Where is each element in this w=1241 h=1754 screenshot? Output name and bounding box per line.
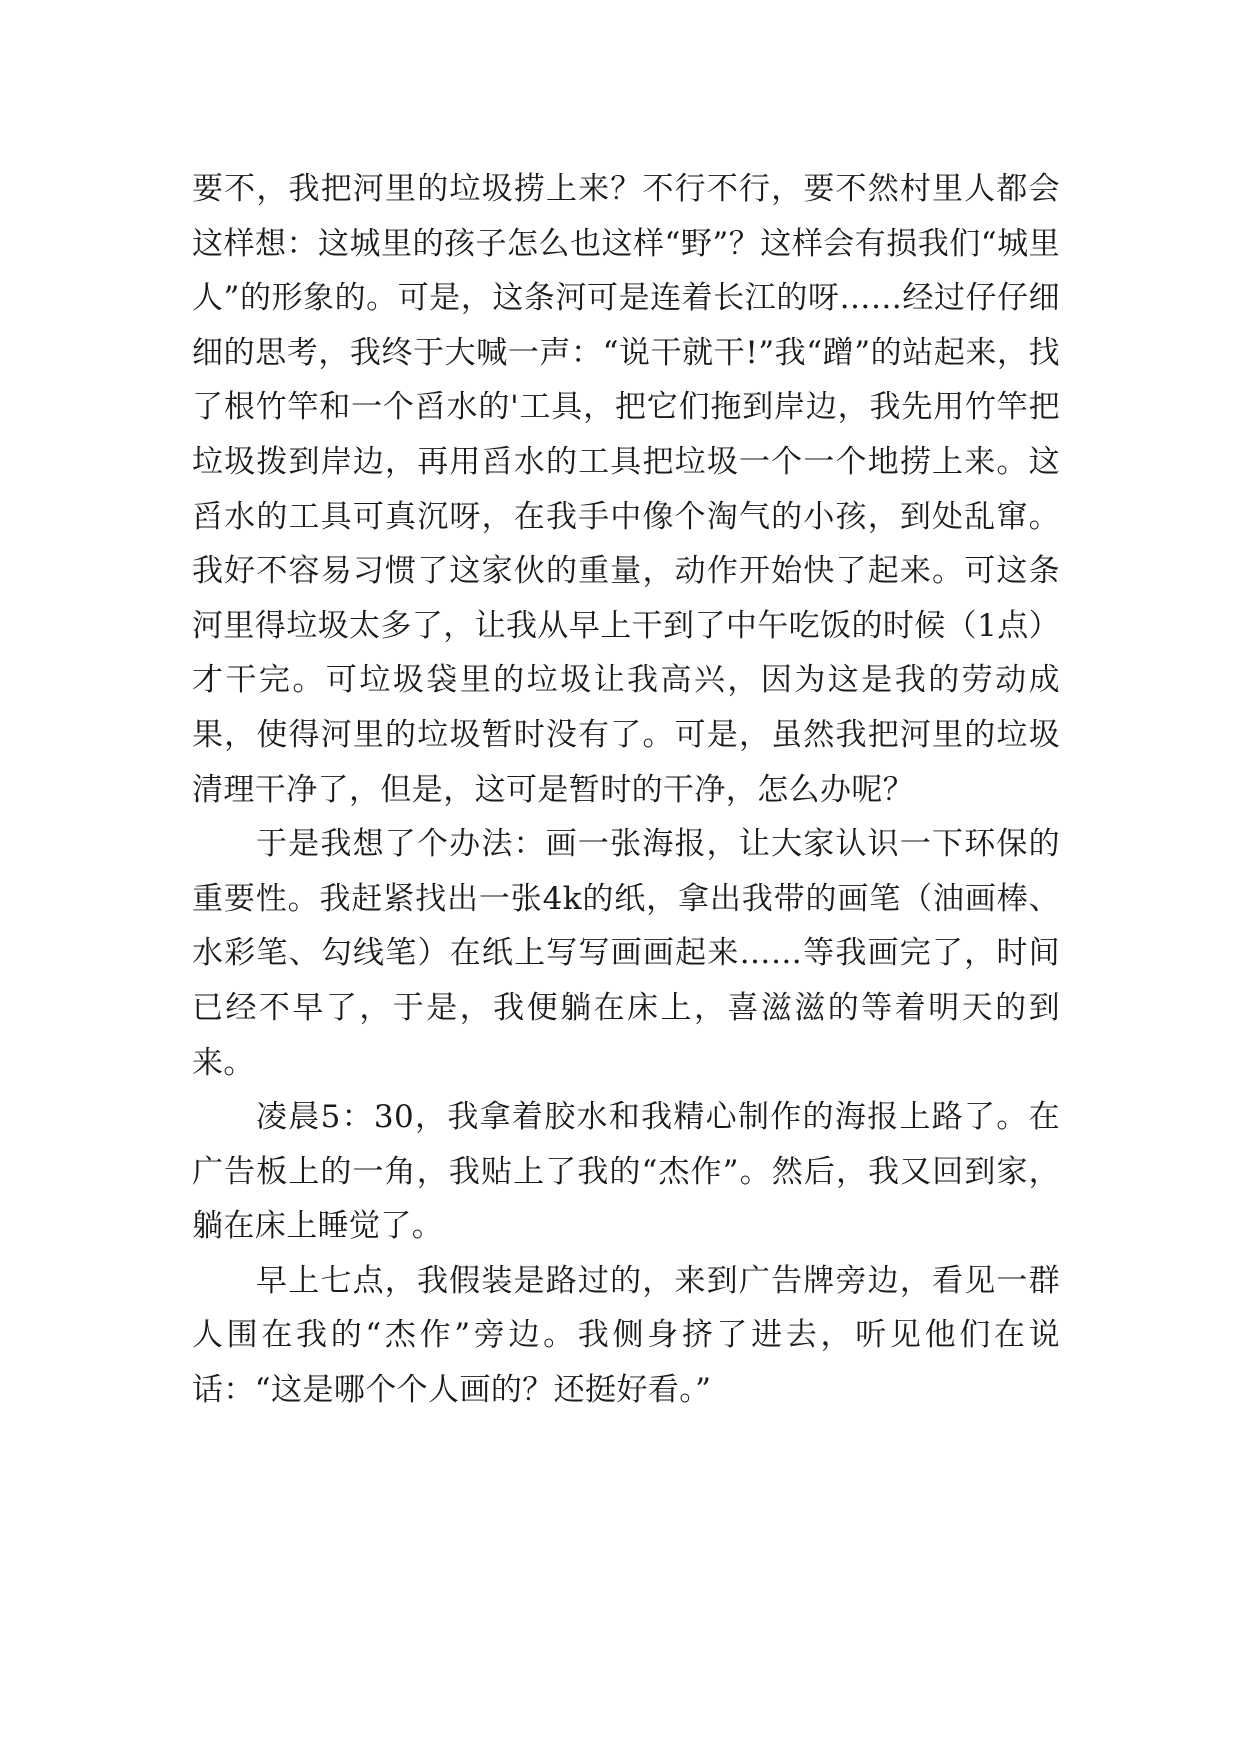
paragraph-2: 于是我想了个办法：画一张海报，让大家认识一下环保的重要性。我赶紧找出一张4k的纸，拿出我带的画笔（油画棒、水彩笔、勾线笔）在纸上写写画画起来……等我画完了，时间已经不早了，于是，我便躺在床上，喜滋滋的等着明天的到来。 [192, 826, 1060, 1081]
paragraph-3: 凌晨5：30，我拿着胶水和我精心制作的海报上路了。在广告板上的一角，我贴上了我的“杰作”。然后，我又回到家，躺在床上睡觉了。 [192, 1099, 1060, 1245]
paragraph-4: 早上七点，我假装是路过的，来到广告牌旁边，看见一群人围在我的“杰作”旁边。我侧身挤了进去，听见他们在说话：“这是哪个个人画的？还挺好看。” [192, 1262, 1060, 1409]
body-text [192, 162, 1060, 1418]
paragraph-1: 要不，我把河里的垃圾捞上来？不行不行，要不然村里人都会这样想：这城里的孩子怎么也这样“野”？这样会有损我们“城里人”的形象的。可是，这条河可是连着长江的呀……经过仔仔细细的思考，我终于大喊一声：“说干就干!”我“蹭”的站起来，找了根竹竿和一个舀水的'工具，把它们拖到岸边，我先用竹竿把垃圾拨到岸边，再用舀水的工具把垃圾一个一个地捞上来。这舀水的工具可真沉呀，在我手中像个淘气的小孩，到处乱窜。我好不容易习惯了这家伙的重量，动作开始快了起来。可这条河里得垃圾太多了，让我从早上干到了中午吃饭的时候（1点）才干完。可垃圾袋里的垃圾让我高兴，因为这是我的劳动成果，使得河里的垃圾暂时没有了。可是，虽然我把河里的垃圾清理干净了，但是，这可是暂时的干净，怎么办呢？ [192, 171, 1060, 808]
